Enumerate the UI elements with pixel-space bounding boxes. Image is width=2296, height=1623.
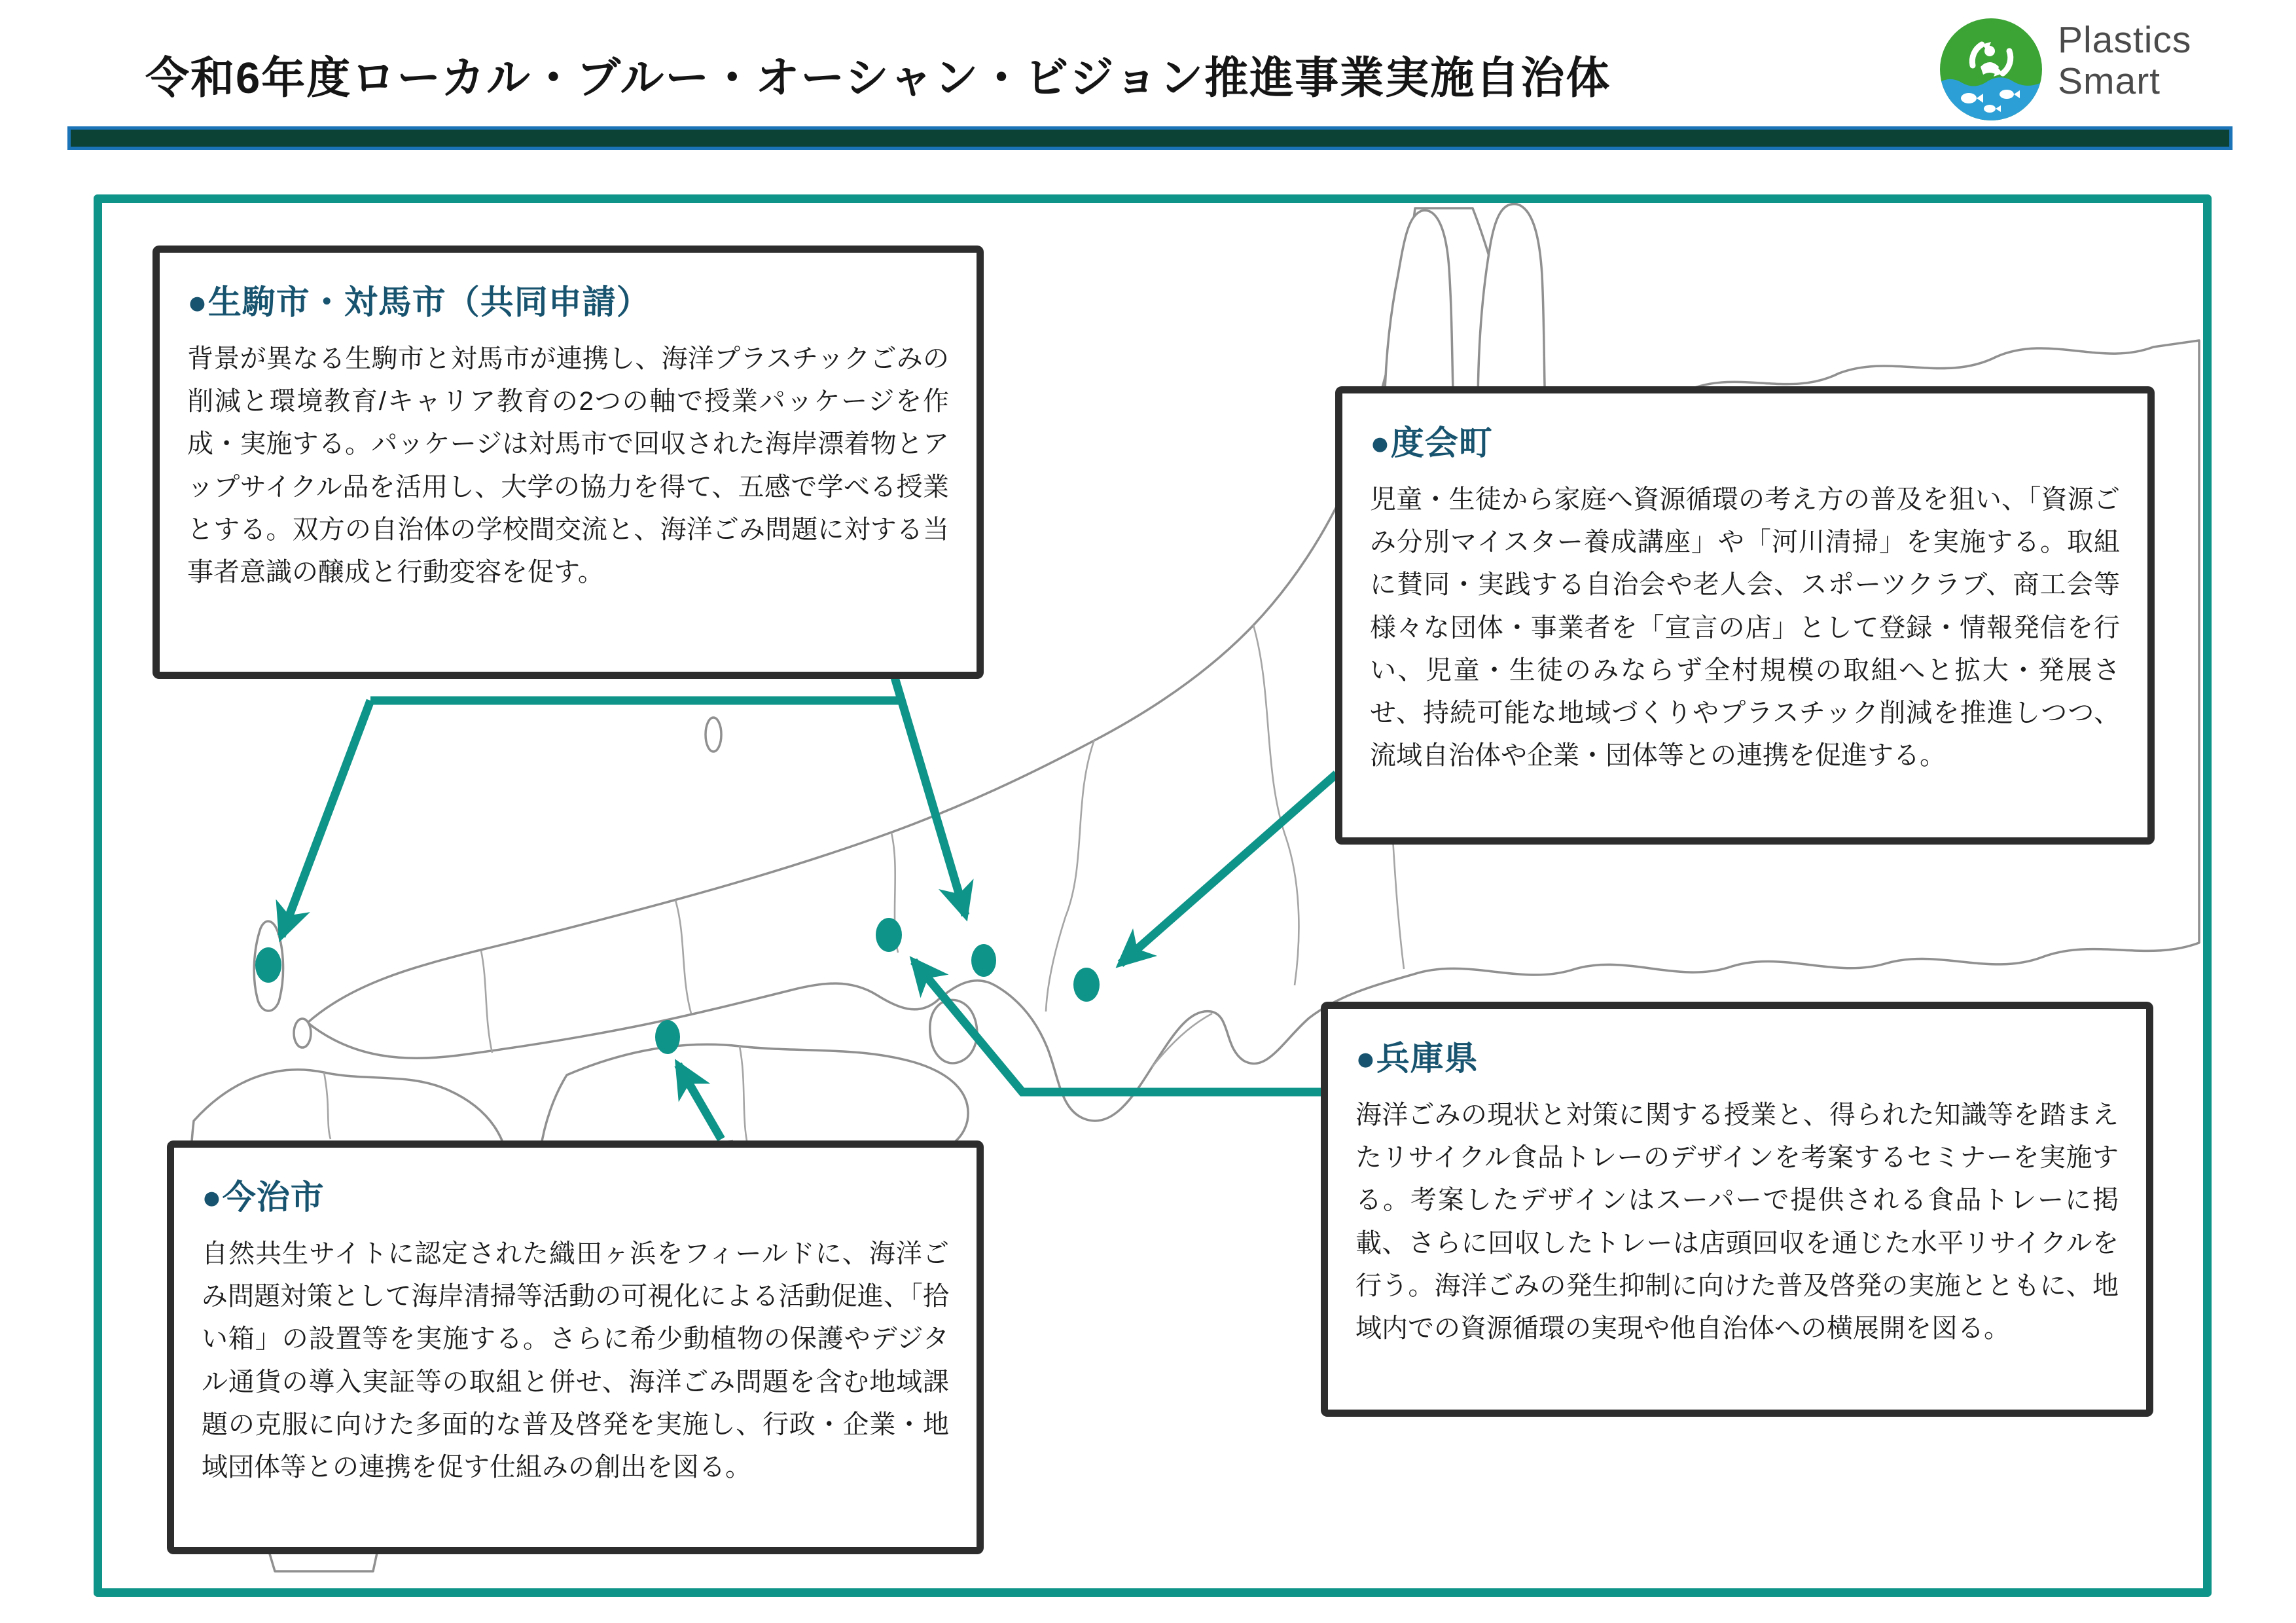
map-oki-island xyxy=(706,718,721,752)
map-iki-island xyxy=(294,1019,311,1048)
callout-watarai xyxy=(1335,386,2155,845)
callout-imabari-heading: ●今治市 xyxy=(202,1178,325,1216)
callout-watarai-heading: ●度会町 xyxy=(1370,424,1493,462)
map-dot-watarai xyxy=(1073,968,1100,1002)
callout-ikoma-tsushima-body: 背景が異なる生駒市と対馬市が連携し、海洋プラスチックごみの削減と環境教育/キャリア教育の2つの軸で授業パッケージを作成・実施する。パッケージは対馬市で回収された海岸漂着物とアップサイクル品を活用し、大学の協力を得て、五感で学べる授業とする。双方の自治体の学校間交流と、海洋ごみ問題に対する当事者意識の醸成と行動変容を促す。 xyxy=(187,344,949,587)
callout-hyogo-body: 海洋ごみの現状と対策に関する授業と、得られた知識等を踏まえたリサイクル食品トレーのデザインを考案するセミナーを実施する。考案したデザインはスーパーで提供される食品トレーに掲載、さらに回収したトレーは店頭回収を通じた水平リサイクルを行う。海洋ごみの発生抑制に向けた普及啓発の実施とともに、地域内での資源循環の実現や他自治体への横展開を図る。 xyxy=(1355,1101,2119,1343)
callout-ikoma-tsushima-heading: ●生駒市・対馬市（共同申請） xyxy=(187,283,651,321)
map-dot-tsushima xyxy=(255,947,281,983)
callout-hyogo-heading: ●兵庫県 xyxy=(1355,1040,1479,1077)
map-dot-imabari xyxy=(655,1020,680,1054)
connector-arrow-tsushima xyxy=(281,701,370,936)
callout-imabari-body: 自然共生サイトに認定された織田ヶ浜をフィールドに、海洋ごみ問題対策として海岸清掃等活動の可視化による活動促進、「拾い箱」の設置等を実施する。さらに希少動植物の保護やデジタル通貨の導入実証等の取組と併せ、海洋ごみ問題を含む地域課題の克服に向けた多面的な普及啓発を実施し、行政・企業・地域団体等との連携を促す仕組みの創出を図る。 xyxy=(202,1239,949,1482)
map-dot-ikoma xyxy=(971,944,996,977)
callout-watarai-body: 児童・生徒から家庭へ資源循環の考え方の普及を狙い、「資源ごみ分別マイスター養成講座」や「河川清掃」を実施する。取組に賛同・実践する自治会や老人会、スポーツクラブ、商工会等様々な団体・事業者を「宣言の店」として登録・情報発信を行い、児童・生徒のみならず全村規模の取組へと拡大・発展させ、持続可能な地域づくりやプラスチック削減を推進しつつ、流域自治体や企業・団体等との連携を促進する。 xyxy=(1370,485,2120,771)
callout-hyogo xyxy=(1321,1002,2153,1417)
callout-ikoma-tsushima xyxy=(152,246,984,679)
callout-imabari xyxy=(167,1140,984,1554)
map-dot-hyogo xyxy=(876,918,902,952)
logo-text-line1: Plastics xyxy=(2058,19,2192,61)
logo-text-line2: Smart xyxy=(2058,60,2161,102)
page-title: 令和6年度ローカル・ブルー・オーシャン・ビジョン推進事業実施自治体 xyxy=(145,54,1611,103)
